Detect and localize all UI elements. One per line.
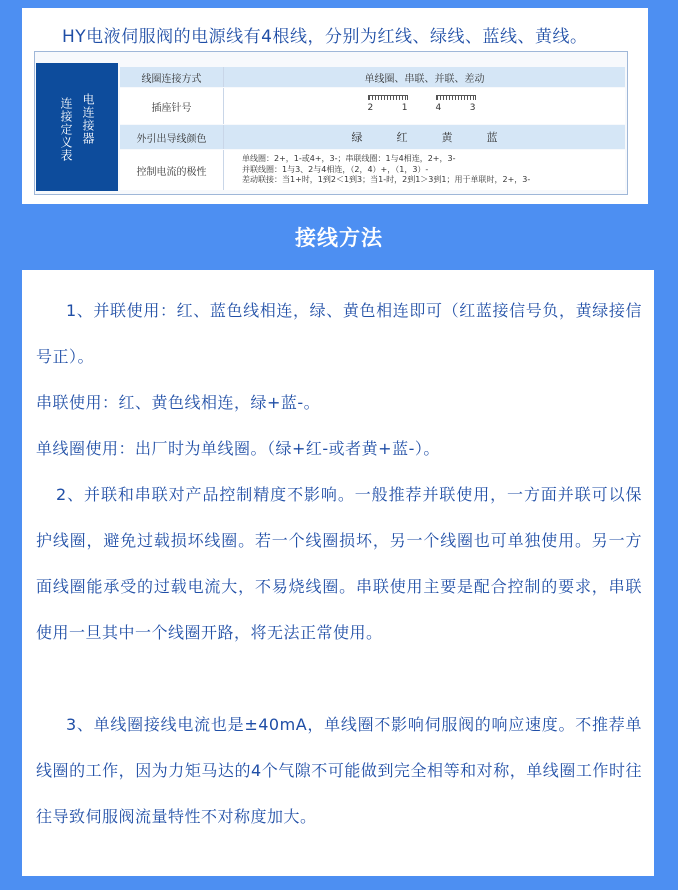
wiring-method-card: [22, 270, 654, 876]
wiring-definition-card: [22, 8, 648, 204]
wire-color: 黄: [441, 131, 453, 144]
row-header: 线圈连接方式: [120, 67, 224, 87]
pin-number: 1: [401, 103, 408, 113]
paragraph: 单线圈使用：出厂时为单线圈。（绿+红-或者黄+蓝-）。: [36, 439, 440, 458]
paragraph: 2、并联和串联对产品控制精度不影响。一般推荐并联使用，一方面并联可以保护线圈，避免过载损坏线圈。若一个线圈损坏，另一个线圈也可单独使用。另一方面线圈能承受的过载电流大，不易烧线圈。串联使用主要是配合控制的要求，串联使用一旦其中一个线圈开路，将无法正常使用。: [36, 485, 642, 642]
pin-number: 3: [469, 103, 476, 113]
top-heading: HY电液伺服阀的电源线有4根线，分别为红线、绿线、蓝线、黄线。: [62, 27, 588, 47]
section-title: 接线方法: [295, 226, 383, 250]
pin-group-right: [436, 95, 476, 113]
polarity-line: 差动联接：当1+时，1到2＜1到3；当1-时，2到1＞3到1；用于单联时，2+，3-: [242, 175, 531, 185]
row-value: 单线圈、串联、并联、差动: [364, 73, 485, 85]
polarity-line: 单线圈：2+，1-或4+，3-；串联线圈：1与4相连，2+，3-: [242, 154, 456, 164]
paragraph: 3、单线圈接线电流也是±40mA，单线圈不影响伺服阀的响应速度。不推荐单线圈的工作，因为力矩马达的4个气隙不可能做到完全相等和对称，单线圈工作时往往导致伺服阀流量特性不对称度加大。: [36, 715, 642, 826]
table-row-wire-colors: [120, 125, 625, 149]
paragraph: 串联使用：红、黄色线相连，绿+蓝-。: [36, 393, 321, 412]
row-header: 插座针号: [120, 88, 224, 124]
wire-color-list: [352, 129, 498, 145]
row-header: 外引出导线颜色: [120, 125, 224, 149]
pin-group-left: [368, 95, 408, 113]
wire-color: 绿: [351, 131, 363, 144]
polarity-line: 并联线圈：1与3、2与4相连，（2，4）+，（1，3）-: [242, 164, 429, 174]
table-row-pins: [120, 88, 625, 124]
table-row-polarity: [120, 150, 625, 190]
wire-color: 红: [396, 131, 408, 144]
side-label-col2: 电连接器: [81, 93, 95, 145]
side-label-col1: 连接定义表: [59, 97, 73, 162]
pin-number: 4: [435, 103, 442, 113]
row-header: 控制电流的极性: [120, 150, 224, 190]
pin-number: 2: [367, 103, 374, 113]
table-row-coil-mode: [120, 67, 625, 87]
polarity-text: [242, 154, 530, 186]
table-side-label: [36, 63, 118, 191]
pin-diagram: [224, 88, 625, 124]
paragraph: 1、并联使用：红、蓝色线相连，绿、黄色相连即可（红蓝接信号负，黄绿接信号正）。: [36, 301, 642, 366]
wire-color: 蓝: [486, 131, 498, 144]
